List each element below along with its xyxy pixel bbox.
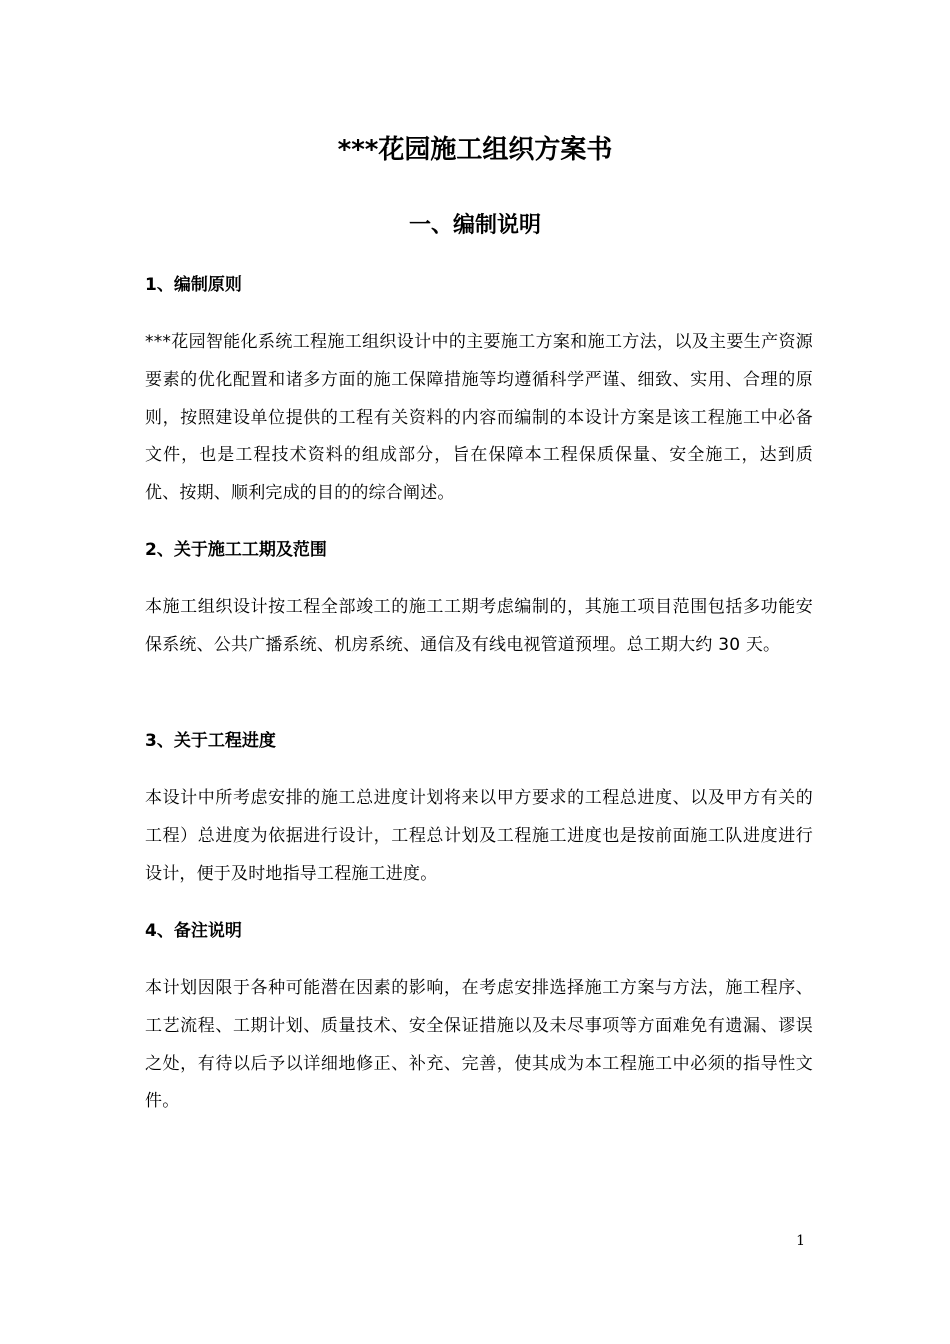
section-heading-remarks: 4、备注说明 [145, 921, 242, 941]
section-body-schedule-scope: 本施工组织设计按工程全部竣工的施工工期考虑编制的，其施工项目范围包括多功能安保系统、公共广播系统、机房系统、通信及有线电视管道预埋。总工期大约 30 天。 [145, 597, 813, 655]
section-body-principles: ***花园智能化系统工程施工组织设计中的主要施工方案和施工方法，以及主要生产资源要素的优化配置和诸多方面的施工保障措施等均遵循科学严谨、细致、实用、合理的原则，按照建设单位提供的工程有关资料的内容而编制的本设计方案是该工程施工中必备文件，也是工程技术资料的组成部分，旨在保障本工程保质保量、安全施工，达到质优、按期、顺利完成的目的的综合阐述。 [145, 332, 813, 504]
section-heading-principles: 1、编制原则 [145, 275, 242, 295]
chapter-title: 一、编制说明 [408, 213, 541, 238]
section-heading-schedule-scope: 2、关于施工工期及范围 [145, 540, 327, 560]
document-title: ***花园施工组织方案书 [337, 135, 613, 165]
page-number: 1 [796, 1233, 805, 1249]
section-heading-progress: 3、关于工程进度 [145, 731, 276, 751]
section-body-remarks: 本计划因限于各种可能潜在因素的影响，在考虑安排选择施工方案与方法，施工程序、工艺流程、工期计划、质量技术、安全保证措施以及未尽事项等方面难免有遗漏、谬误之处，有待以后予以详细地修正、补充、完善，使其成为本工程施工中必须的指导性文件。 [145, 978, 813, 1112]
section-body-progress: 本设计中所考虑安排的施工总进度计划将来以甲方要求的工程总进度、以及甲方有关的工程）总进度为依据进行设计，工程总计划及工程施工进度也是按前面施工队进度进行设计，便于及时地指导工程施工进度。 [145, 788, 813, 884]
